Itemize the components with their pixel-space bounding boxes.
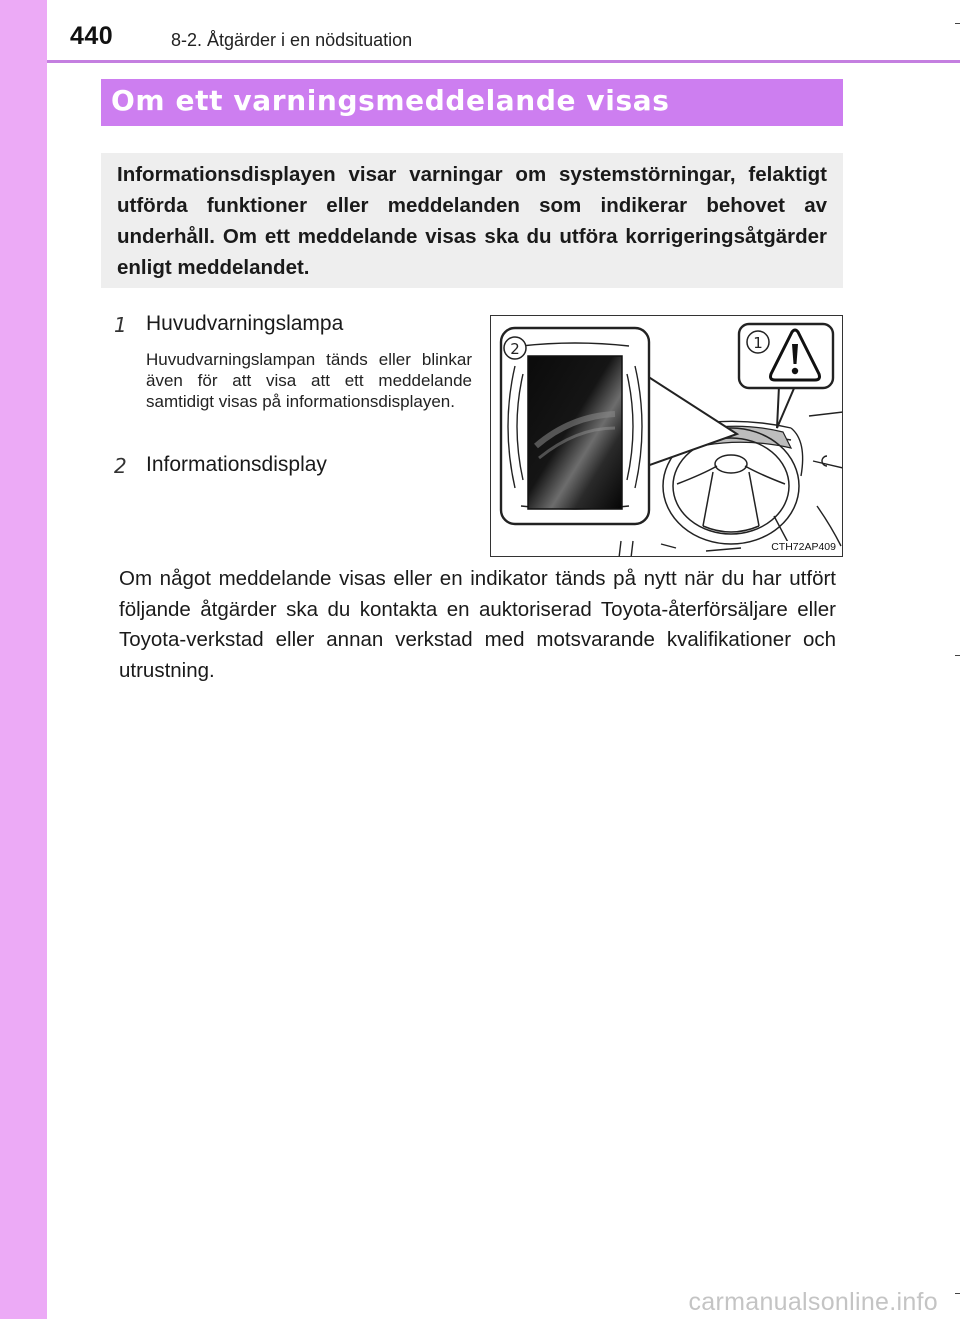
callout-2-label: 2 [510, 340, 520, 358]
figure-code: CTH72AP409 [771, 541, 836, 553]
section-banner [101, 79, 843, 126]
section-title: Om ett varningsmeddelande visas [111, 84, 670, 117]
side-color-strip [0, 0, 47, 1319]
body-paragraph: Om något meddelande visas eller en indikator tänds på nytt när du har utfört följande åtgärder ska du kontakta en auktoriserad Toyota-återförsäljare eller Toyota-verkstad eller annan verkstad med motsvarande kvalifikationer och utrustning. [119, 567, 836, 682]
callout-1-label: 1 [753, 334, 763, 352]
header-rule [47, 60, 960, 63]
item-number-1: 1 [114, 313, 127, 337]
item-label-main-warning-light: Huvudvarningslampa [146, 312, 344, 335]
information-display-screen [528, 356, 622, 509]
dashboard-drawing [491, 316, 843, 557]
item-label-information-display: Informationsdisplay [146, 453, 327, 476]
item-number-2: 2 [114, 454, 127, 478]
dashboard-illustration [490, 315, 843, 557]
item-description-main-warning-light: Huvudvarningslampan tänds eller blinkar även för att visa att ett meddelande samtidigt visas på informationsdisplayen. [146, 350, 472, 411]
crop-mark-mid [955, 655, 960, 656]
watermark: carmanualsonline.info [688, 1288, 938, 1316]
page-number: 440 [70, 22, 114, 50]
crop-mark-bottom [955, 1293, 960, 1294]
intro-text: Informationsdisplayen visar varningar om systemstörningar, felaktigt utförda funktioner eller meddelanden som indikerar behovet av underhåll. Om ett meddelande visas ska du utföra korrigeringsåtgärder enligt meddelandet. [117, 163, 827, 279]
crop-mark-top [955, 23, 960, 24]
intro-box [101, 153, 843, 288]
chapter-header: 8-2. Åtgärder i en nödsituation [171, 30, 413, 50]
